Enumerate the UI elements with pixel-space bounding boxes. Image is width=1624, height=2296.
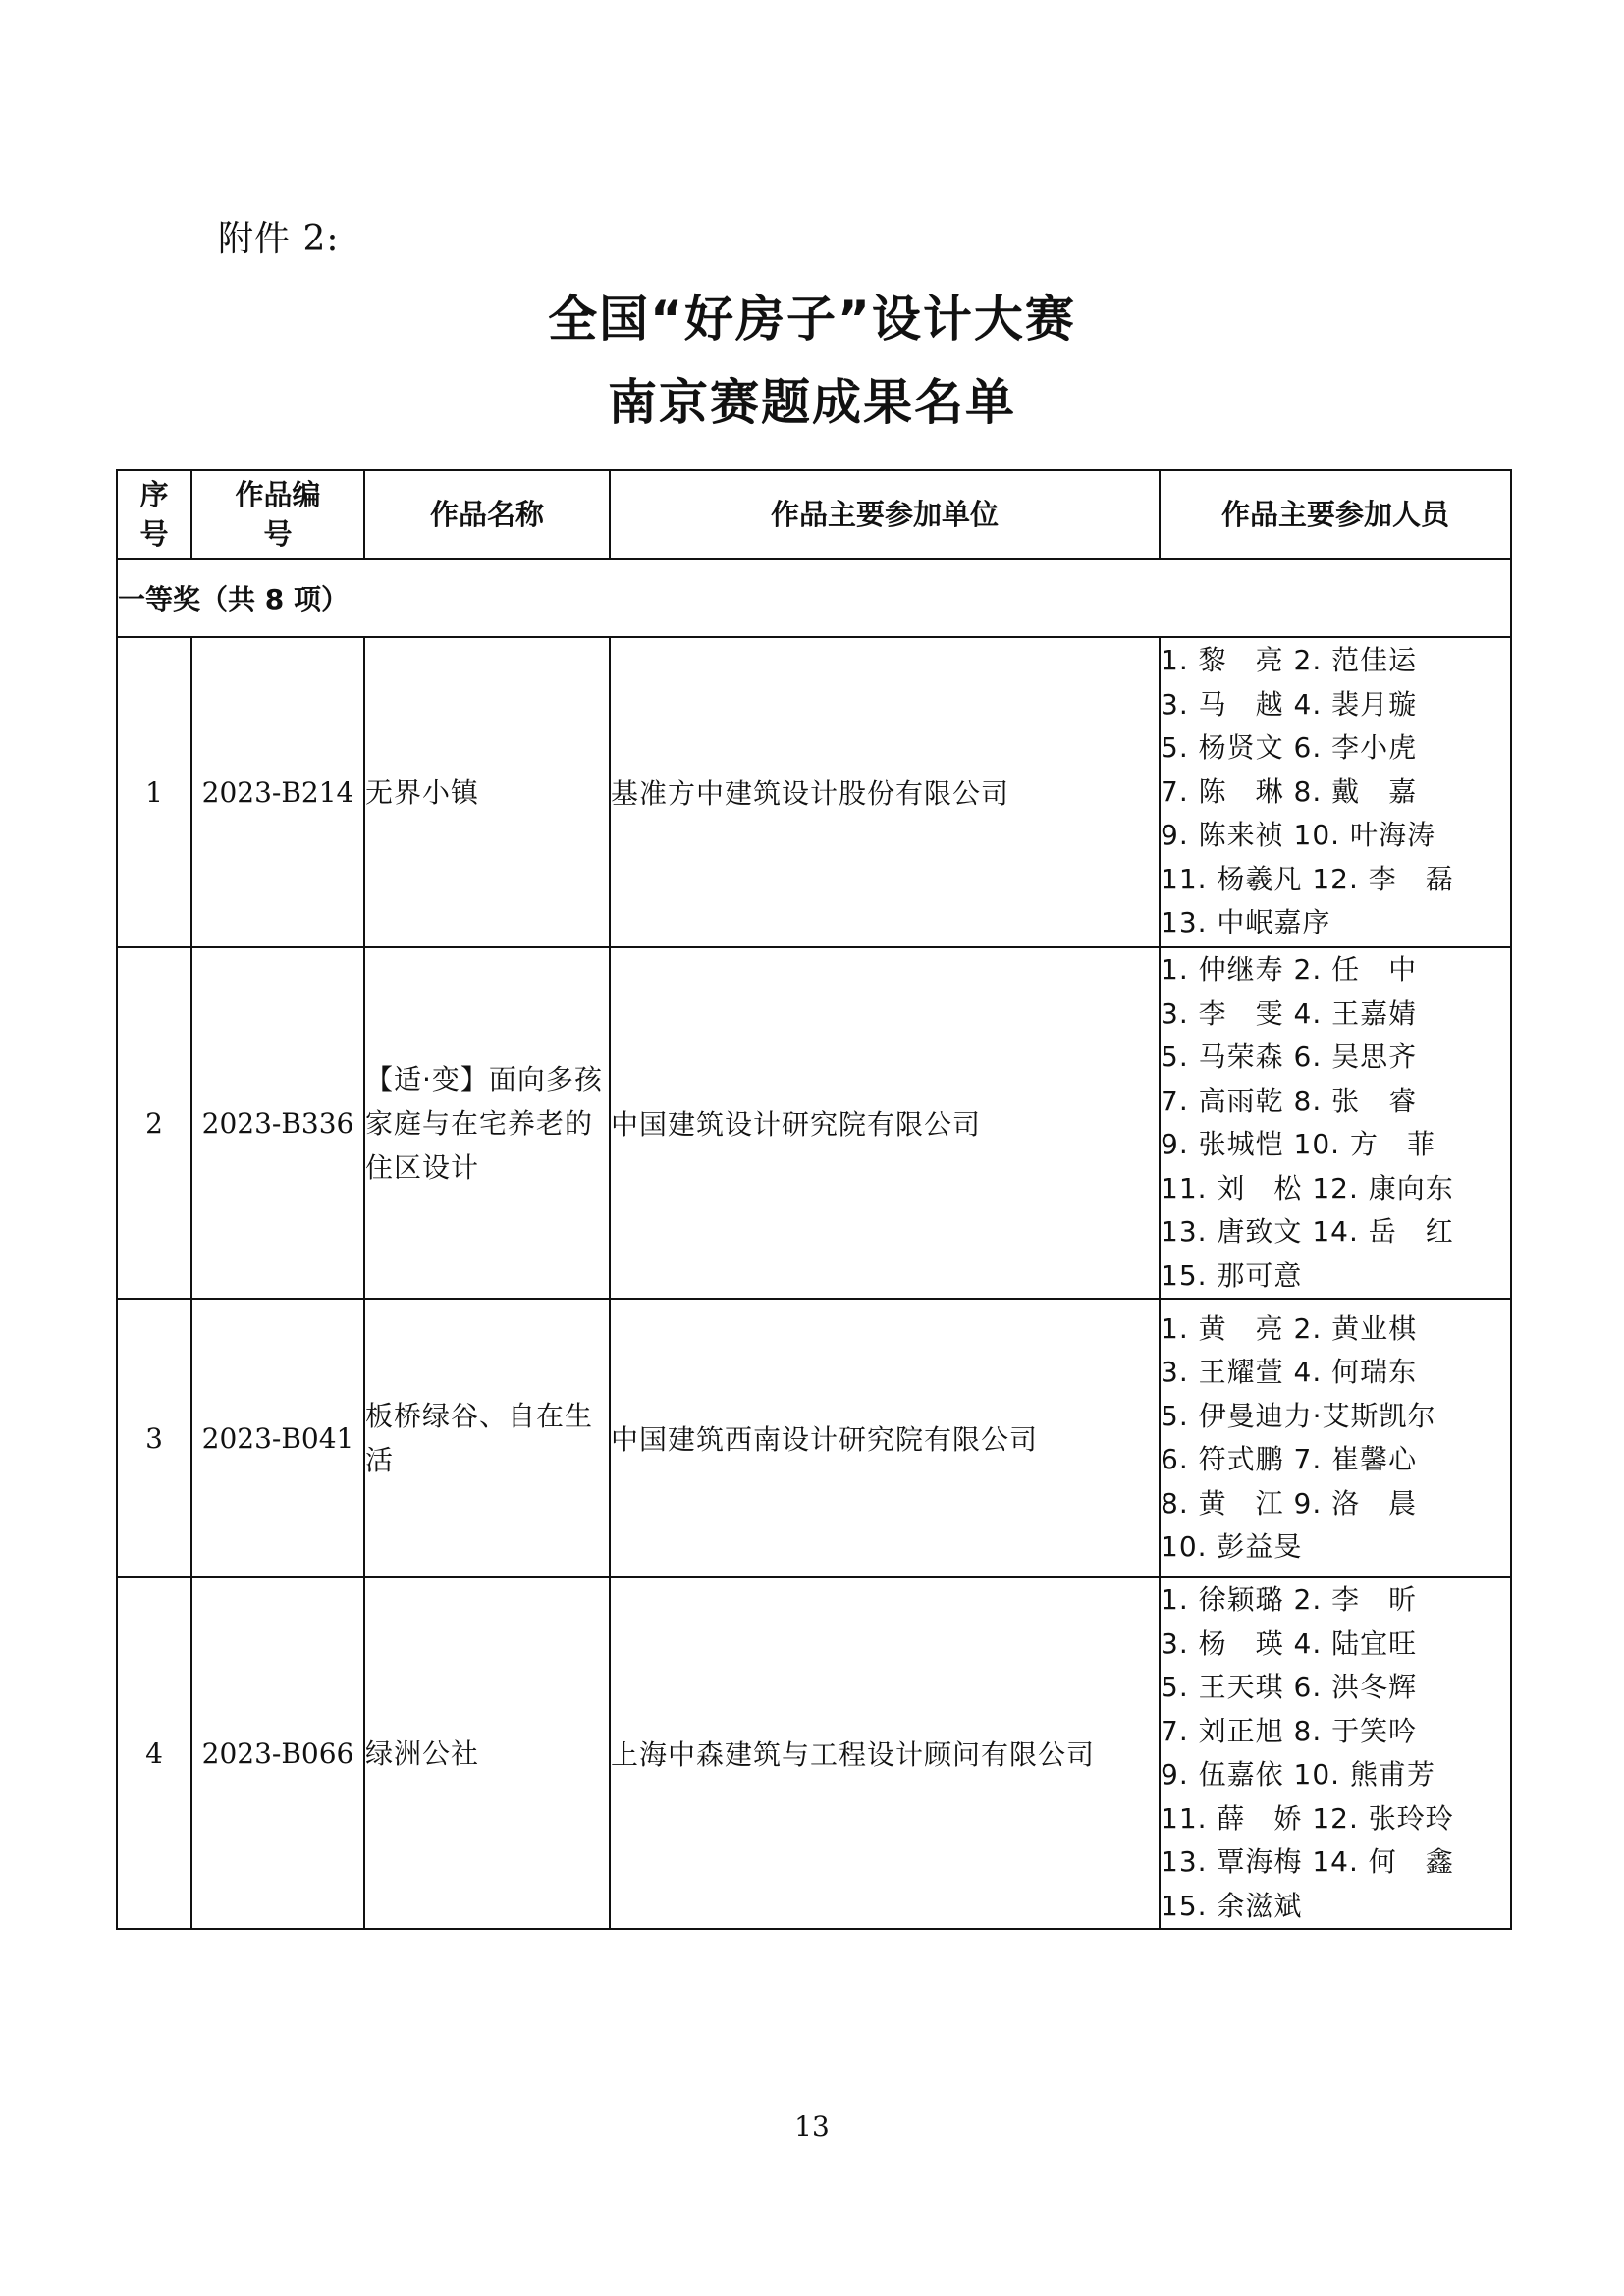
person-line: 1. 黎 亮 2. 范佳运 xyxy=(1161,644,1418,677)
document-subtitle: 南京赛题成果名单 xyxy=(608,374,1016,431)
cell-code: 2023-B214 xyxy=(191,637,364,947)
person-line: 1. 黄 亮 2. 黄业棋 xyxy=(1161,1311,1418,1345)
person-line: 15. 那可意 xyxy=(1161,1258,1303,1292)
person-line: 9. 张城恺 10. 方 菲 xyxy=(1161,1128,1435,1160)
person-line: 3. 王耀萱 4. 何瑞东 xyxy=(1161,1356,1418,1388)
cell-name: 无界小镇 xyxy=(364,637,610,947)
cell-unit: 中国建筑西南设计研究院有限公司 xyxy=(610,1299,1160,1577)
person-line: 9. 陈来祯 10. 叶海涛 xyxy=(1161,819,1435,852)
person-line: 7. 刘正旭 8. 于笑吟 xyxy=(1161,1714,1418,1747)
header-code: 作品编号 xyxy=(191,470,364,559)
person-line: 7. 高雨乾 8. 张 睿 xyxy=(1161,1084,1418,1117)
header-name: 作品名称 xyxy=(364,470,610,559)
person-line: 7. 陈 琳 8. 戴 嘉 xyxy=(1161,774,1418,808)
section-row xyxy=(117,559,1511,637)
cell-unit: 上海中森建筑与工程设计顾问有限公司 xyxy=(610,1577,1160,1929)
cell-name: 【适·变】面向多孩家庭与在宅养老的住区设计 xyxy=(364,947,610,1299)
attachment-label: 附件 2: xyxy=(218,219,340,259)
person-line: 5. 王天琪 6. 洪冬辉 xyxy=(1161,1671,1418,1703)
person-line: 9. 伍嘉依 10. 熊甫芳 xyxy=(1161,1758,1435,1790)
document-title: 全国“好房子”设计大赛 xyxy=(548,291,1076,347)
cell-seq: 3 xyxy=(117,1299,191,1577)
cell-people xyxy=(1160,637,1511,947)
person-line: 15. 余滋斌 xyxy=(1161,1889,1303,1922)
person-line: 5. 伊曼迪力·艾斯凯尔 xyxy=(1161,1399,1436,1432)
person-line: 8. 黄 江 9. 洛 晨 xyxy=(1161,1486,1418,1520)
person-line: 13. 唐致文 14. 岳 红 xyxy=(1161,1215,1454,1248)
person-line: 13. 中岷嘉序 xyxy=(1161,906,1331,939)
cell-people xyxy=(1160,1299,1511,1577)
person-line: 11. 刘 松 12. 康向东 xyxy=(1161,1171,1454,1204)
cell-people xyxy=(1160,947,1511,1299)
person-line: 5. 马荣森 6. 吴思齐 xyxy=(1161,1041,1418,1073)
cell-seq: 1 xyxy=(117,637,191,947)
person-line: 3. 李 雯 4. 王嘉婧 xyxy=(1161,996,1418,1030)
header-people: 作品主要参加人员 xyxy=(1160,470,1511,559)
person-line: 10. 彭益旻 xyxy=(1161,1530,1303,1563)
person-line: 6. 符式鹏 7. 崔馨心 xyxy=(1161,1443,1418,1475)
header-seq: 序号 xyxy=(117,470,191,559)
cell-seq: 2 xyxy=(117,947,191,1299)
header-unit: 作品主要参加单位 xyxy=(610,470,1160,559)
cell-seq: 4 xyxy=(117,1577,191,1929)
table-row xyxy=(117,1577,1511,1929)
cell-code: 2023-B336 xyxy=(191,947,364,1299)
cell-unit: 中国建筑设计研究院有限公司 xyxy=(610,947,1160,1299)
person-line: 1. 仲继寿 2. 任 中 xyxy=(1161,953,1418,986)
table-row xyxy=(117,1299,1511,1577)
cell-code: 2023-B066 xyxy=(191,1577,364,1929)
cell-name: 绿洲公社 xyxy=(364,1577,610,1929)
table-row xyxy=(117,637,1511,947)
person-line: 5. 杨贤文 6. 李小虎 xyxy=(1161,731,1418,765)
page-number: 13 xyxy=(794,2110,830,2143)
person-line: 13. 覃海梅 14. 何 鑫 xyxy=(1161,1845,1454,1878)
cell-code: 2023-B041 xyxy=(191,1299,364,1577)
cell-people xyxy=(1160,1577,1511,1929)
person-line: 3. 马 越 4. 裴月璇 xyxy=(1161,687,1418,721)
table-row xyxy=(117,947,1511,1299)
person-line: 11. 杨羲凡 12. 李 磊 xyxy=(1161,862,1454,895)
cell-unit: 基准方中建筑设计股份有限公司 xyxy=(610,637,1160,947)
person-line: 11. 薛 娇 12. 张玲玲 xyxy=(1161,1801,1454,1835)
cell-name: 板桥绿谷、自在生活 xyxy=(364,1299,610,1577)
person-line: 3. 杨 瑛 4. 陆宜旺 xyxy=(1161,1627,1418,1660)
results-table xyxy=(116,469,1512,1930)
section-label: 一等奖（共 8 项） xyxy=(117,559,1511,637)
person-line: 1. 徐颖璐 2. 李 昕 xyxy=(1161,1583,1418,1616)
table-header-row xyxy=(117,470,1511,559)
